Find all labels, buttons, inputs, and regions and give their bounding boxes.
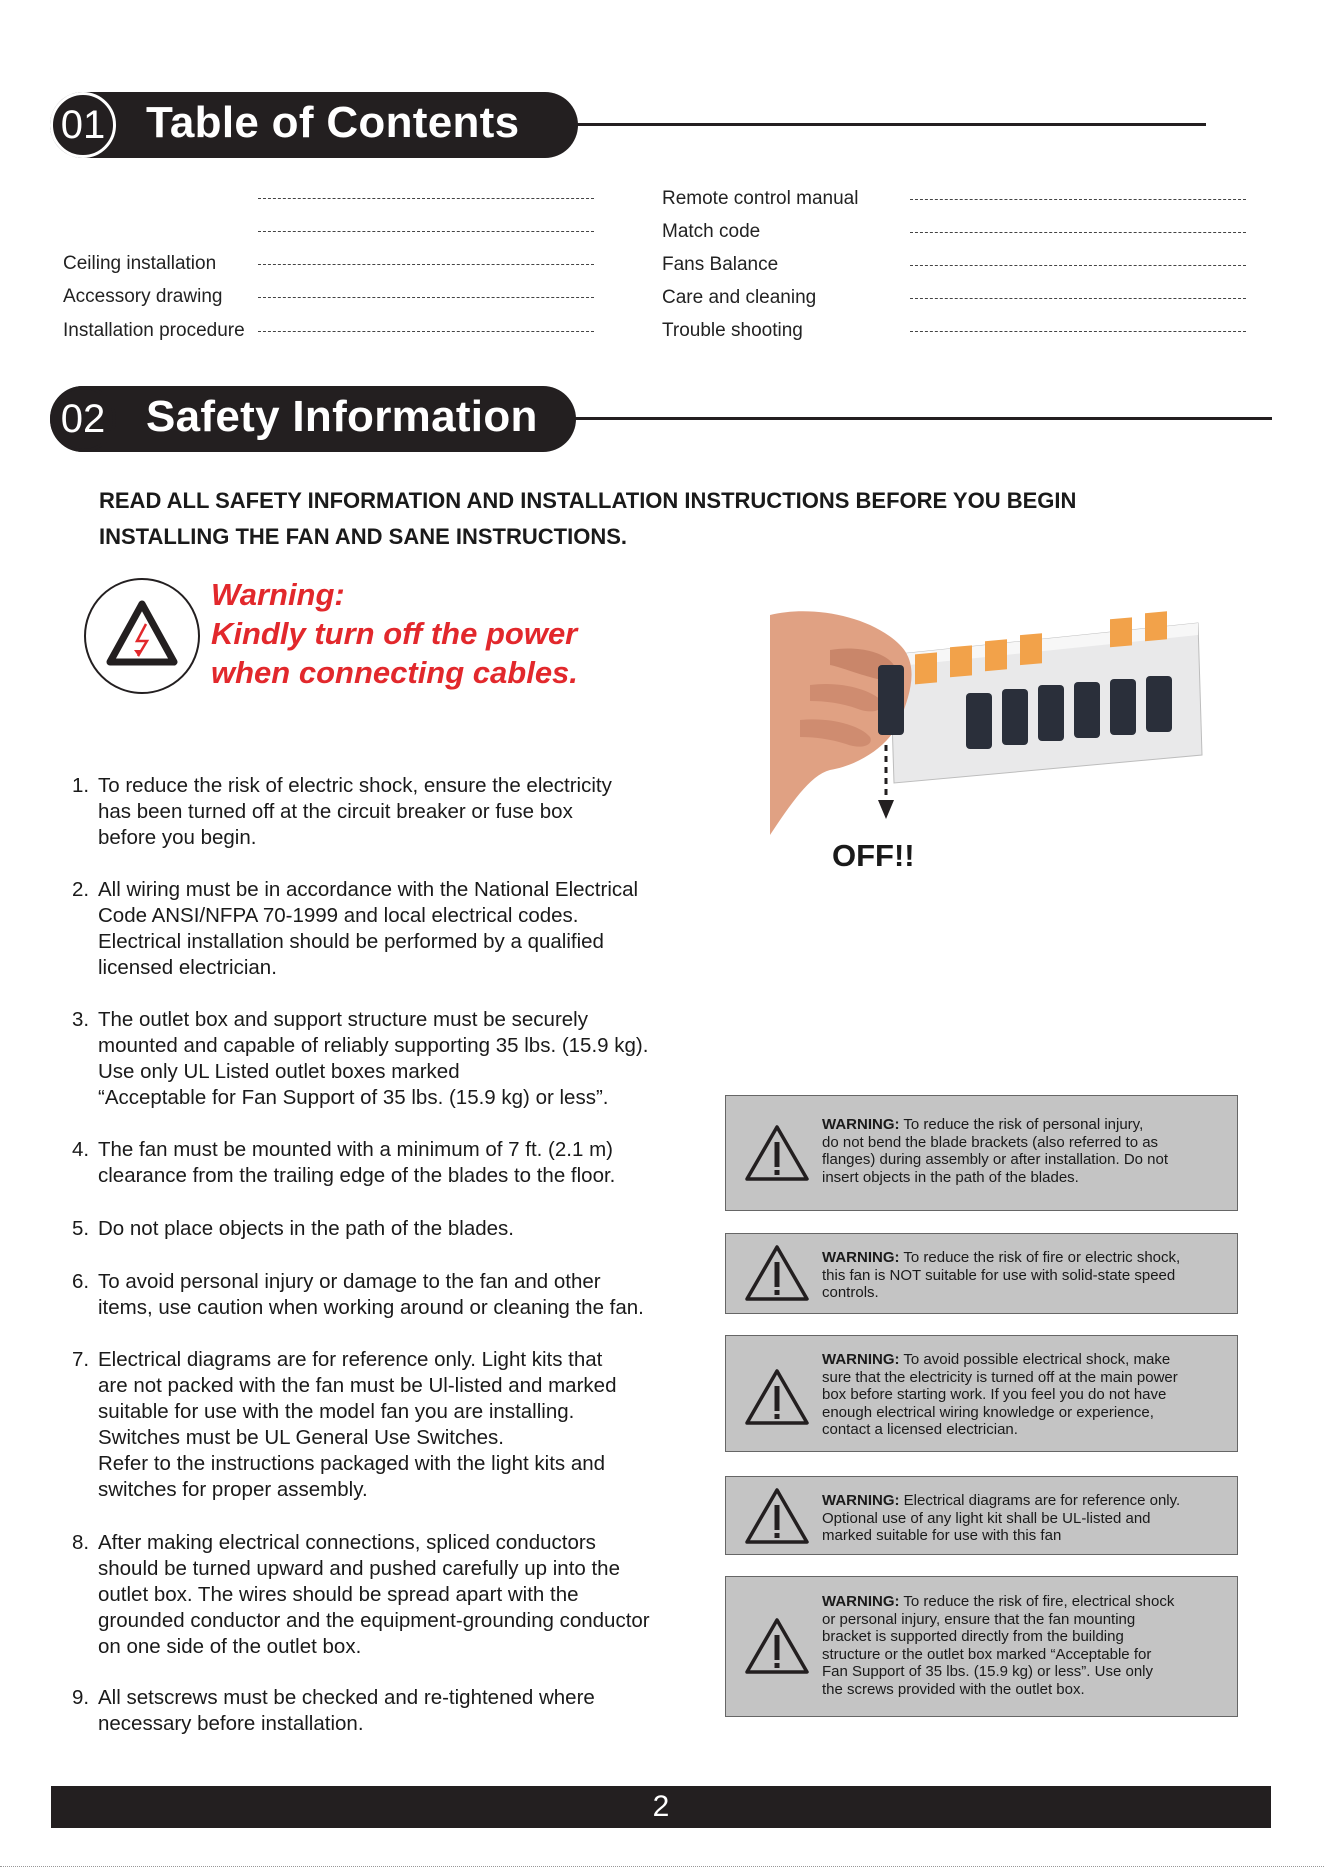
list-item-line: Switches must be UL General Use Switches.	[98, 1426, 504, 1449]
warning-box-line: contact a licensed electrician.	[822, 1421, 1018, 1438]
warning-box-line: controls.	[822, 1284, 879, 1301]
section-title: Safety Information	[146, 392, 538, 441]
page-edge-divider	[0, 1866, 1324, 1867]
intro-line: READ ALL SAFETY INFORMATION AND INSTALLATION INSTRUCTIONS BEFORE YOU BEGIN	[99, 488, 1077, 513]
warning-box-line: insert objects in the path of the blades.	[822, 1168, 1079, 1186]
warning-box-line: or personal injury, ensure that the fan mounting	[822, 1610, 1136, 1628]
warning-box	[725, 1576, 1238, 1717]
list-item-line: clearance from the trailing edge of the blades to the floor.	[98, 1164, 616, 1187]
page-number: 2	[652, 1790, 670, 1823]
toc-leader	[910, 199, 1246, 200]
warning-box-label: WARNING:	[822, 1249, 900, 1266]
list-item-line: All wiring must be in accordance with the National Electrical	[98, 878, 639, 901]
warning-box	[725, 1095, 1238, 1211]
warning-box-line: marked suitable for use with this fan	[822, 1527, 1062, 1544]
toc-leader	[910, 298, 1246, 299]
list-item-line: necessary before installation.	[98, 1712, 364, 1735]
list-item-line: Electrical diagrams are for reference only. Light kits that	[98, 1348, 603, 1371]
toc-entry-label: Care and cleaning	[662, 287, 817, 308]
intro-line: INSTALLING THE FAN AND SANE INSTRUCTIONS.	[99, 524, 627, 549]
list-item-number: 3.	[72, 1008, 90, 1031]
toc-entry[interactable]	[0, 218, 1250, 248]
section-number: 01	[50, 92, 116, 158]
list-item-line: on one side of the outlet box.	[98, 1635, 362, 1658]
list-item-number: 8.	[72, 1531, 90, 1554]
list-item-number: 2.	[72, 878, 90, 901]
section-rule	[572, 123, 1206, 126]
list-item-line: Use only UL Listed outlet boxes marked	[98, 1060, 460, 1083]
toc-entry-label: Ceiling installation	[63, 253, 217, 274]
list-item-line: suitable for use with the model fan you are installing.	[98, 1400, 575, 1423]
list-item-line: should be turned upward and pushed carefully up into the	[98, 1557, 620, 1580]
warning-box-line: Electrical diagrams are for reference only.	[899, 1492, 1181, 1509]
warning-triangle-icon	[744, 1368, 810, 1426]
list-item-line: To avoid personal injury or damage to the fan and other	[98, 1270, 601, 1293]
toc-entry-label: Remote control manual	[662, 188, 859, 209]
warning-box	[725, 1476, 1238, 1555]
warning-box-line: bracket is supported directly from the building	[822, 1628, 1124, 1645]
list-item-line: “Acceptable for Fan Support of 35 lbs. (15.9 kg) or less”.	[98, 1086, 609, 1109]
power-off-warning	[211, 575, 578, 692]
off-label: OFF!!	[832, 838, 915, 873]
warning-line: Kindly turn off the power	[211, 616, 578, 651]
warning-box-line: To reduce the risk of fire or electric shock,	[899, 1249, 1181, 1266]
warning-box-line: this fan is NOT suitable for use with solid-state speed	[822, 1266, 1176, 1284]
section-title: Table of Contents	[146, 98, 520, 147]
list-item-line: Do not place objects in the path of the blades.	[98, 1217, 514, 1240]
toc-entry[interactable]	[0, 251, 1250, 281]
warning-box-label: WARNING:	[822, 1351, 900, 1368]
warning-emblem	[84, 578, 200, 694]
warning-box-label: WARNING:	[822, 1492, 900, 1509]
list-item-line: grounded conductor and the equipment-grounding conductor	[98, 1609, 650, 1632]
toc-entry-label: Match code	[662, 221, 761, 242]
list-item-number: 5.	[72, 1217, 90, 1240]
warning-box-line: To avoid possible electrical shock, make	[899, 1351, 1171, 1368]
warning-box-line: enough electrical wiring knowledge or experience,	[822, 1403, 1154, 1421]
warning-box-line: structure or the outlet box marked “Acceptable for	[822, 1645, 1152, 1663]
warning-box-line: Fan Support of 35 lbs. (15.9 kg) or less”. Use only	[822, 1663, 1153, 1680]
safety-intro	[99, 483, 1219, 555]
warning-box-line: Optional use of any light kit shall be UL-listed and	[822, 1509, 1151, 1527]
section-title-bar	[50, 386, 576, 452]
warning-box-line: flanges) during assembly or after installation. Do not	[822, 1151, 1169, 1168]
warning-box-line: box before starting work. If you feel you do not have	[822, 1386, 1167, 1403]
warning-box-line: do not bend the blade brackets (also referred to as	[822, 1133, 1159, 1151]
warning-box-line: sure that the electricity is turned off at the main power	[822, 1368, 1178, 1386]
section-number: 02	[50, 386, 116, 452]
electric-hazard-icon	[84, 578, 200, 694]
toc-leader	[910, 265, 1246, 266]
toc-leader	[910, 232, 1246, 233]
list-item-number: 1.	[72, 774, 90, 797]
toc-entry[interactable]	[0, 284, 1250, 314]
list-item-line: After making electrical connections, spliced conductors	[98, 1531, 596, 1554]
toc-entry-label: Fans Balance	[662, 254, 779, 275]
page-footer	[51, 1786, 1271, 1828]
warning-line: when connecting cables.	[211, 655, 578, 690]
warning-box-line: the screws provided with the outlet box.	[822, 1680, 1085, 1698]
warning-triangle-icon	[744, 1487, 810, 1545]
list-item-line: Code ANSI/NFPA 70-1999 and local electrical codes.	[98, 904, 579, 927]
list-item-number: 7.	[72, 1348, 90, 1371]
toc-entry-label: Installation procedure	[63, 320, 245, 341]
warning-line: Warning:	[211, 577, 345, 612]
list-item-line: before you begin.	[98, 826, 257, 849]
toc-entry-label: Trouble shooting	[662, 320, 803, 341]
list-item-number: 6.	[72, 1270, 90, 1293]
toc-entry[interactable]	[0, 317, 1250, 347]
warning-box-line: To reduce the risk of fire, electrical shock	[899, 1593, 1175, 1610]
list-item-line: mounted and capable of reliably supporting 35 lbs. (15.9 kg).	[98, 1034, 649, 1057]
warning-triangle-icon	[744, 1124, 810, 1182]
toc-leader	[910, 331, 1246, 332]
list-item-line: All setscrews must be checked and re-tightened where	[98, 1686, 595, 1709]
list-item-line: Electrical installation should be performed by a qualified	[98, 930, 604, 953]
warning-box-line: To reduce the risk of personal injury,	[899, 1116, 1144, 1133]
warning-box-label: WARNING:	[822, 1116, 900, 1133]
warning-box	[725, 1233, 1238, 1314]
list-item-number: 9.	[72, 1686, 90, 1709]
warning-triangle-icon	[744, 1244, 810, 1302]
list-item-line: are not packed with the fan must be Ul-listed and marked	[98, 1374, 617, 1397]
list-item-line: The fan must be mounted with a minimum of 7 ft. (2.1 m)	[98, 1138, 613, 1161]
list-item-line: licensed electrician.	[98, 956, 277, 979]
warning-box-label: WARNING:	[822, 1593, 900, 1610]
warning-triangle-icon	[744, 1617, 810, 1675]
toc-entry-label: Accessory drawing	[63, 286, 223, 307]
list-item-line: switches for proper assembly.	[98, 1478, 368, 1501]
list-item-line: To reduce the risk of electric shock, ensure the electricity	[98, 774, 612, 797]
section-rule	[570, 417, 1272, 420]
circuit-breaker-photo	[770, 605, 1210, 855]
toc-entry[interactable]	[0, 185, 1250, 215]
list-item-line: Refer to the instructions packaged with the light kits and	[98, 1452, 606, 1475]
list-item-line: The outlet box and support structure must be securely	[98, 1008, 588, 1031]
list-item-number: 4.	[72, 1138, 90, 1161]
list-item-line: items, use caution when working around or cleaning the fan.	[98, 1296, 644, 1319]
warning-box	[725, 1335, 1238, 1452]
list-item-line: has been turned off at the circuit breaker or fuse box	[98, 800, 573, 823]
list-item-line: outlet box. The wires should be spread apart with the	[98, 1583, 579, 1606]
section-title-bar	[50, 92, 578, 158]
